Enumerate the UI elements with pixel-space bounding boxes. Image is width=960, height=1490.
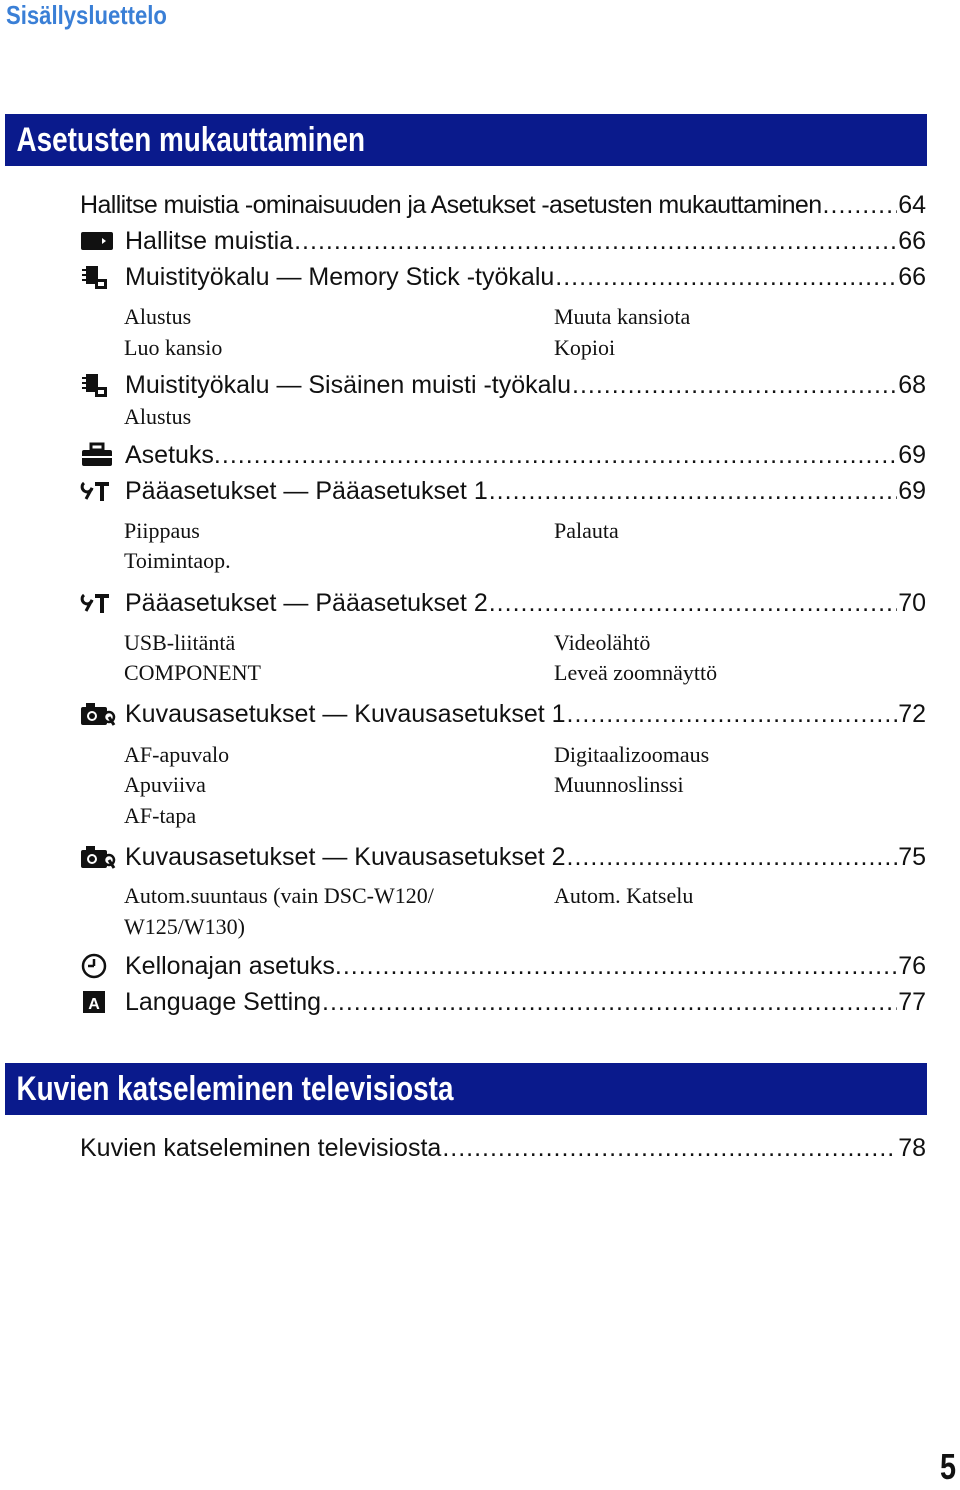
wrench-icon: [80, 591, 125, 615]
memory-tool-icon: [80, 263, 125, 291]
toc-entry-title: Kuvausasetukset — Kuvausasetukset 2: [125, 842, 566, 871]
camera-wrench-icon: [80, 701, 125, 727]
dot-leader: [294, 227, 897, 256]
sub-item[interactable]: Toimintaop.: [124, 548, 231, 573]
wrench-icon: [80, 479, 125, 503]
sub-item[interactable]: Luo kansio: [124, 335, 223, 360]
section-banner-tv: [5, 1063, 927, 1115]
toc-entry-settings[interactable]: [80, 439, 926, 471]
language-icon: [80, 988, 125, 1016]
toc-entry-page: 72: [898, 699, 926, 728]
sub-item[interactable]: Palauta: [554, 518, 619, 543]
clock-icon: [80, 952, 125, 980]
toc-entry-title: Muistityökalu — Memory Stick -työkalu: [125, 262, 555, 291]
toc-entry-title: Pääasetukset — Pääasetukset 2: [125, 588, 488, 617]
section-banner-settings: [5, 114, 927, 166]
sub-item[interactable]: Kopioi: [554, 335, 616, 360]
toc-entry-clock-settings[interactable]: [80, 950, 926, 982]
toc-entry-tv-viewing[interactable]: [80, 1132, 926, 1164]
sub-item[interactable]: Autom.suuntaus (vain DSC-W120/: [124, 883, 434, 908]
toc-entry-title: Asetuks.: [125, 440, 221, 469]
toc-entry-language-setting[interactable]: [80, 986, 926, 1018]
toc-entry-page: 69: [898, 440, 926, 469]
toc-entry-page: 68: [898, 370, 926, 399]
toc-entry-title: Language Setting: [125, 987, 322, 1016]
sub-item[interactable]: Autom. Katselu: [554, 883, 694, 908]
toc-entry-memory-stick-tool[interactable]: [80, 261, 926, 293]
dot-leader: [489, 477, 897, 506]
sub-item[interactable]: AF-tapa: [124, 803, 197, 828]
svg-text:A: A: [88, 996, 100, 1013]
toc-entry-page: 64: [898, 190, 926, 219]
dot-leader: [322, 988, 897, 1017]
toc-entry-page: 78: [898, 1133, 926, 1162]
sub-item[interactable]: Piippaus: [124, 518, 200, 543]
sub-item[interactable]: Digitaalizoomaus: [554, 742, 710, 767]
toc-entry-page: 66: [898, 226, 926, 255]
toc-entry-page: 75: [898, 842, 926, 871]
dot-leader: [823, 191, 898, 220]
section-title: Kuvien katseleminen televisiosta: [16, 1069, 454, 1108]
toc-entry-internal-memory-tool[interactable]: [80, 369, 926, 401]
toc-entry-page: 66: [898, 262, 926, 291]
toc-entry-shooting-settings-2[interactable]: [80, 841, 926, 873]
toc-entry-title: Hallitse muistia -ominaisuuden ja Asetukset -asetusten mukauttaminen: [80, 190, 822, 219]
dot-leader: [572, 371, 897, 400]
toc-entry-main-settings-2[interactable]: [80, 587, 926, 619]
toc-entry-page: 70: [898, 588, 926, 617]
sub-item[interactable]: Alustus: [124, 404, 192, 429]
dot-leader: [222, 441, 897, 470]
dot-leader: [489, 589, 897, 618]
toc-entry-title: Kellonajan asetuks.: [125, 951, 342, 980]
camera-wrench-icon: [80, 844, 125, 870]
sub-item[interactable]: Videolähtö: [554, 630, 651, 655]
toc-entry-page: 76: [898, 951, 926, 980]
page-number: 5: [939, 1446, 956, 1487]
dot-leader: [343, 952, 897, 981]
dot-leader: [442, 1134, 897, 1163]
toc-entry-shooting-settings-1[interactable]: [80, 698, 926, 730]
sub-item[interactable]: Muunnoslinssi: [554, 772, 684, 797]
toc-entry-memory-manager[interactable]: [80, 225, 926, 257]
sub-item[interactable]: W125/W130): [124, 914, 245, 939]
toc-entry-title: Pääasetukset — Pääasetukset 1: [125, 476, 488, 505]
dot-leader: [567, 843, 898, 872]
toc-entry-page: 77: [898, 987, 926, 1016]
sub-item[interactable]: Alustus: [124, 304, 192, 329]
section-title: Asetusten mukauttaminen: [16, 120, 366, 159]
toc-link[interactable]: Sisällysluettelo: [6, 0, 167, 30]
sub-item[interactable]: Leveä zoomnäyttö: [554, 660, 718, 685]
dot-leader: [555, 263, 897, 292]
sub-item[interactable]: AF-apuvalo: [124, 742, 230, 767]
toolbox-icon: [80, 442, 125, 468]
toc-entry-page: 69: [898, 476, 926, 505]
sub-item[interactable]: Apuviiva: [124, 772, 206, 797]
toc-entry-title: Hallitse muistia: [125, 226, 294, 255]
sub-item[interactable]: COMPONENT: [124, 660, 261, 685]
memory-tool-icon: [80, 371, 125, 399]
dot-leader: [567, 700, 898, 729]
toc-entry-title: Kuvausasetukset — Kuvausasetukset 1: [125, 699, 566, 728]
memory-card-icon: [80, 230, 125, 252]
toc-entry-main-settings-1[interactable]: [80, 475, 926, 507]
sub-item[interactable]: Muuta kansiota: [554, 304, 691, 329]
toc-entry-title: Muistityökalu — Sisäinen muisti -työkalu: [125, 370, 571, 399]
toc-entry-customize[interactable]: [80, 189, 926, 221]
toc-entry-title: Kuvien katseleminen televisiosta: [80, 1133, 442, 1162]
sub-item[interactable]: USB-liitäntä: [124, 630, 236, 655]
